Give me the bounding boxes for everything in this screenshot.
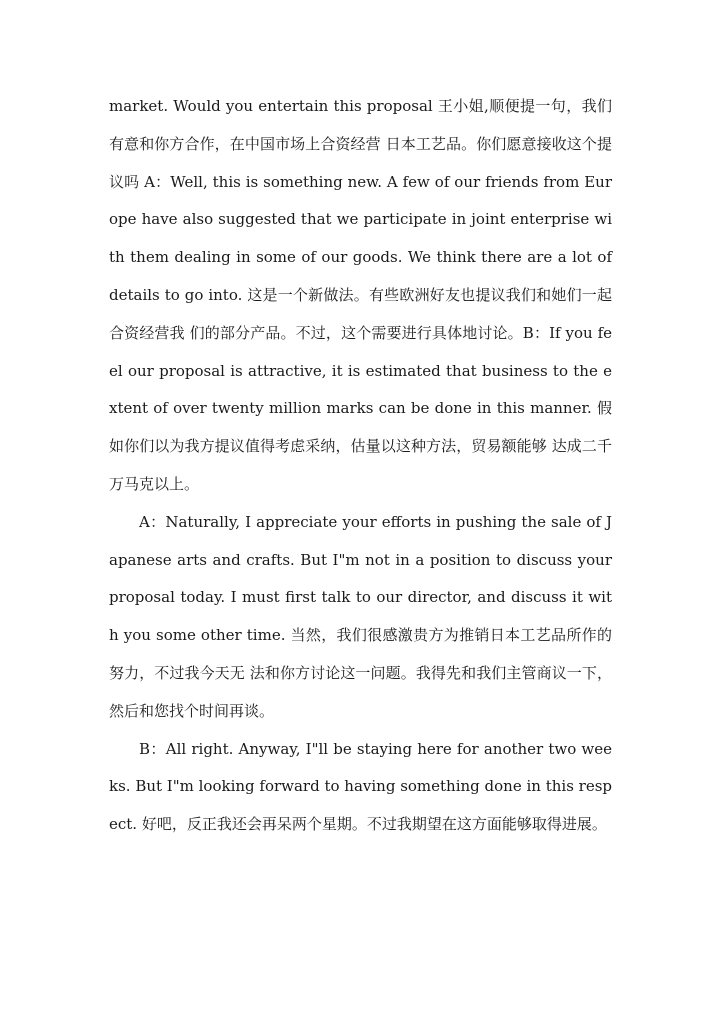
document-body [109,88,612,844]
paragraph-dialogue-2: A：Naturally, I appreciate your efforts in pushing the sale of Japanese arts and crafts. But I"m not in a position to discuss your proposal today. I must first talk to our director, and discuss it with you some other time. 当然，我们很感激贵方为推销日本工艺品所作的努力，不过我今天无 法和你方讨论这一问题。我得先和我们主管商议一下，然后和您找个时间再谈。 [109,512,612,720]
paragraph-dialogue-3: B：All right. Anyway, I"ll be staying here for another two weeks. But I"m looking forward to having something done in this respect. 好吧，反正我还会再呆两个星期。不过我期望在这方面能够取得进展。 [109,739,613,834]
paragraph-dialogue-1: market. Would you entertain this proposal 王小姐,顺便提一句，我们有意和你方合作，在中国市场上合资经营 日本工艺品。你们愿意接收这个提议吗 A：Well, this is something new. A few of our friends from Europe have also suggested that we participate in joint enterprise with them dealing in some of our goods. We think there are a lot of details to go into. 这是一个新做法。有些欧洲好友也提议我们和她们一起合资经营我 们的部分产品。不过，这个需要进行具体地讨论。B：If you feel our proposal is attractive, it is estimated that business to the extent of over twenty million marks can be done in this manner. 假如你们以为我方提议值得考虑采纳，估量以这种方法，贸易额能够 达成二千万马克以上。 [109,97,612,493]
